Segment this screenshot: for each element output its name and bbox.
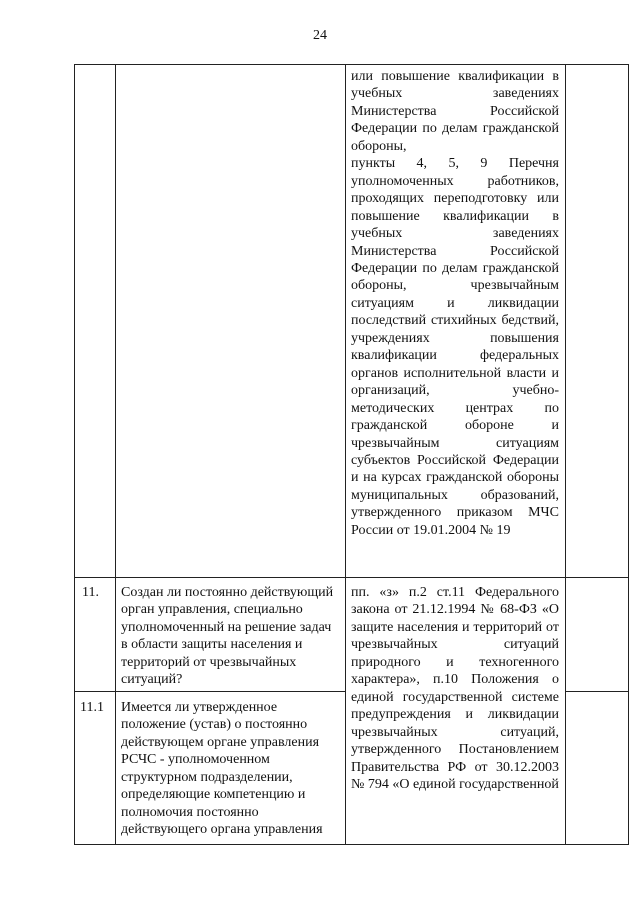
table-bottom-border (74, 844, 629, 845)
row-11-question: Создан ли постоянно действующий орган управления, специально уполномоченный на решение задач в области защиты населения и территорий от чрезвычайных ситуаций? (121, 585, 334, 688)
continuation-reference-cell (351, 68, 559, 539)
page-number: 24 (313, 28, 327, 43)
col-border-1 (74, 64, 75, 845)
reference-paragraph-2: пункты 4, 5, 9 Перечня уполномоченных работников, проходящих переподготовку или повышение квалификации в учебных заведениях Министерства Российской Федерации по делам гражданской обороны, чрезвычайным ситуациям и ликвидации последствий стихийных бедствий, учреждениях повышения квалификации федеральных органов исполнительной власти и организаций, учебно-методических центрах по гражданской обороне и чрезвычайным ситуациям субъектов Российской Федерации и на курсах гражданской обороны муниципальных образований, утвержденного приказом МЧС России от 19.01.2004 № 19 (351, 156, 559, 538)
col-border-4 (565, 64, 566, 845)
table-top-border (74, 64, 629, 65)
row-divider-11 (74, 577, 629, 578)
reference-paragraph-1: или повышение квалификации в учебных заведениях Министерства Российской Федерации по делам гражданской обороны, (351, 69, 559, 154)
row-divider-11-1-right (565, 691, 629, 692)
row-11-1-question: Имеется ли утвержденное положение (устав) о постоянно действующем органе управления РСЧС - уполномоченном структурном подразделении, определяющие компетенцию и полномочия постоянно действующего органа управления (121, 700, 323, 838)
col-border-5 (628, 64, 629, 845)
row-number-11-1: 11.1 (80, 700, 104, 715)
col-border-2 (115, 64, 116, 845)
col-border-3 (345, 64, 346, 845)
shared-legal-reference-cell: пп. «з» п.2 ст.11 Федерального закона от 21.12.1994 № 68-ФЗ «О защите населения и территорий от чрезвычайных ситуаций природного и техногенного характера», п.10 Положения о единой государственной системе предупреждения и ликвидации чрезвычайных ситуаций, утвержденного Постановлением Правительства РФ от 30.12.2003 № 794 «О единой государственной (351, 585, 559, 792)
row-number-11: 11. (82, 585, 99, 600)
